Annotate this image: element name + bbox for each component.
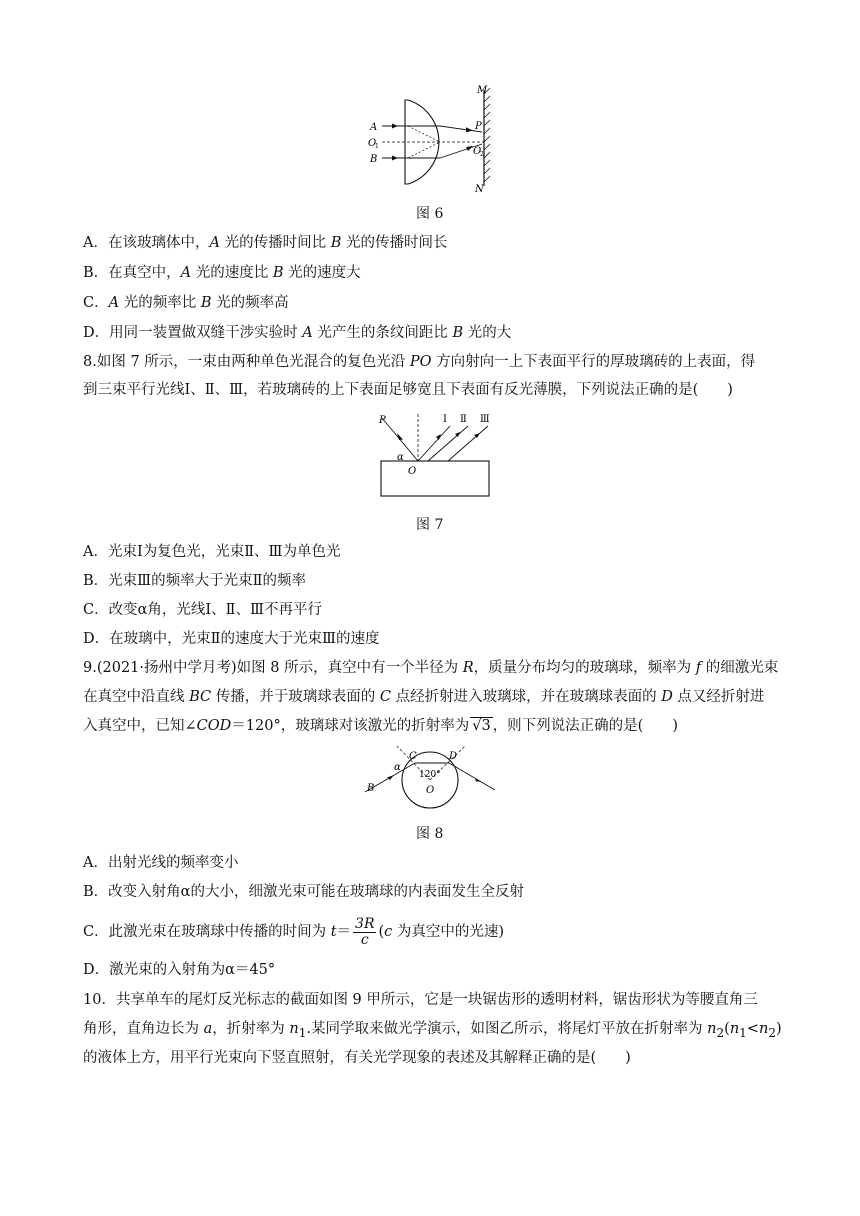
q8-option-c: C．改变α角，光线Ⅰ、Ⅱ、Ⅲ不再平行 (83, 602, 322, 618)
fig8-label-c: C (409, 751, 417, 762)
fig8-label-o: O (426, 785, 435, 796)
q9-option-b: B．改变入射角α的大小，细激光束可能在玻璃球的内表面发生全反射 (83, 884, 524, 900)
fig7-label-iii: Ⅲ (480, 414, 490, 425)
fig6-label-o2: O (473, 146, 482, 157)
fig7-label-alpha: α (397, 452, 404, 463)
fig8-label-alpha: α (394, 762, 401, 773)
sqrt-3: √3 (472, 718, 491, 734)
fig7-label-ii: Ⅱ (460, 414, 467, 425)
q8-stem-line1: 8.如图 7 所示，一束由两种单色光混合的复色光沿 PO 方向射向一上下表面平行的厚玻璃砖的上表面，得 (83, 354, 756, 370)
fraction-3r-over-c: $\frac{3R}{c}$ (355, 915, 375, 948)
q9-option-c: C．此激光束在玻璃球中传播的时间为 t＝ $\frac{3R}{c}$ (c 为真空中的光速) (83, 915, 505, 948)
fig6-label-p: P (475, 121, 482, 132)
q10-stem-line1: 10．共享单车的尾灯反光标志的截面如图 9 甲所示，它是一块锯齿形的透明材料，锯齿形状为等腰直角三 (83, 992, 758, 1008)
q8-stem-line2: 到三束平行光线Ⅰ、Ⅱ、Ⅲ，若玻璃砖的上下表面足够宽且下表面有反光薄膜，下列说法正确的是( ) (83, 382, 733, 398)
fig7-label-o: O (408, 466, 417, 477)
fig6-label-b: B (370, 154, 378, 165)
figure-6-diagram (360, 82, 500, 192)
fig8-label-b: B (367, 783, 375, 794)
fig8-label-angle: 120° (419, 770, 441, 780)
fig6-label-o2-sub: 2 (480, 151, 484, 158)
figure-7-caption: 图 7 (416, 517, 444, 533)
figure-6-caption: 图 6 (416, 206, 444, 222)
fig6-label-o1: O (368, 138, 377, 149)
fig6-label-m: M (477, 85, 488, 96)
figure-8-caption: 图 8 (416, 826, 444, 842)
q8-option-a: A．光束Ⅰ为复色光，光束Ⅱ、Ⅲ为单色光 (83, 544, 341, 560)
q7-option-c: C．A 光的频率比 B 光的频率高 (83, 295, 289, 311)
fig8-label-d: D (449, 751, 458, 762)
fig7-label-i: Ⅰ (443, 414, 447, 425)
q10-stem-line3: 的液体上方，用平行光束向下竖直照射，有关光学现象的表述及其解释正确的是( ) (83, 1050, 631, 1066)
fig6-label-a: A (370, 122, 378, 133)
q9-stem-line1: 9.(2021·扬州中学月考)如图 8 所示，真空中有一个半径为 R，质量分布均匀的玻璃球，频率为 f 的细激光束 (83, 660, 779, 676)
q10-stem-line2: 角形，直角边长为 a，折射率为 $n_1$.某同学取来做光学演示，如图乙所示，将尾灯平放在折射率为 $n_2(n_1<n_2)$ (83, 1021, 782, 1040)
q9-option-a: A．出射光线的频率变小 (83, 855, 239, 871)
fig6-label-o1-sub: 1 (375, 143, 379, 150)
figure-7-diagram (370, 406, 500, 502)
fig6-label-n: N (475, 184, 484, 192)
q8-option-b: B．光束Ⅲ的频率大于光束Ⅱ的频率 (83, 573, 306, 589)
q7-option-a: A．在该玻璃体中，A 光的传播时间比 B 光的传播时间长 (83, 235, 448, 251)
q9-stem-line3: 入真空中，已知∠COD＝120°，玻璃球对该激光的折射率为 √3 ，则下列说法正确的是( ) (83, 718, 679, 734)
q8-option-d: D．在玻璃中，光束Ⅱ的速度大于光束Ⅲ的速度 (83, 631, 380, 647)
q7-option-d: D．用同一装置做双缝干涉实验时 A 光产生的条纹间距比 B 光的大 (83, 325, 512, 341)
figure-8-diagram (357, 744, 502, 814)
fig7-label-p: P (379, 415, 386, 426)
q7-option-b: B．在真空中，A 光的速度比 B 光的速度大 (83, 265, 361, 281)
q9-option-d: D．激光束的入射角为α＝45° (83, 962, 276, 978)
q9-stem-line2: 在真空中沿直线 BC 传播，并于玻璃球表面的 C 点经折射进入玻璃球，并在玻璃球表面的 D 点又经折射进 (83, 689, 765, 705)
